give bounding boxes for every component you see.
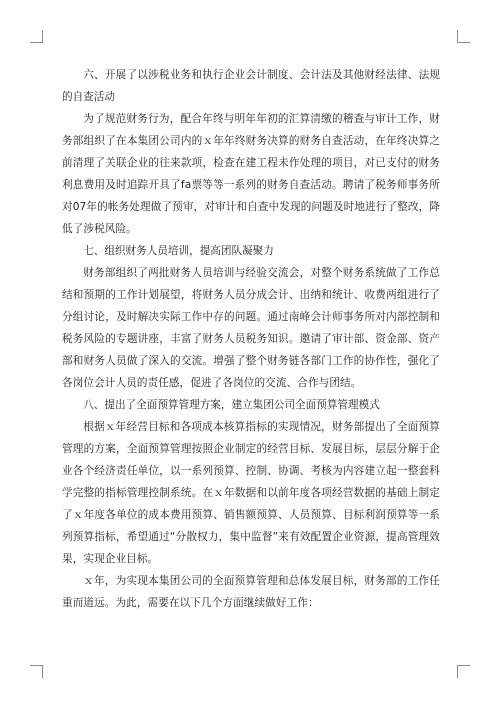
section-heading-seven: 七、组织财务人员培训，提高团队凝聚力: [83, 245, 274, 257]
crop-mark-bottom-right: [457, 665, 470, 678]
paragraph-training: 财务部组织了两批财务人员培训与经验交流会，对整个财务系统做了工作总结和预期的工作计划展望，将财务人员分成会计、出纳和统计、收费两组进行了分组讨论，及时解决实际工作中存的问题。通过南峰会计师事务所对内部控制和税务风险的专题讲座，丰富了财务人员税务知识。邀请了审计部、资金部、资产部和财务人员做了深入的交流。增强了整个财务链各部门工作的协作性，强化了各岗位会计人员的责任感，促进了各岗位的交流、合作与团结。: [62, 267, 440, 389]
section-heading-eight: 八、提出了全面预算管理方案，建立集团公司全面预算管理模式: [83, 399, 380, 411]
paragraph-budget-plan: 根据ｘ年经营目标和各项成本核算指标的实现情况，财务部提出了全面预算管理的方案，全面预算管理按照企业制定的经营目标、发展目标，层层分解于企业各个经济责任单位，以一系列预算、控制、协调、考核为内容建立起一整套科学完整的指标管理控制系统。在ｘ年数据和以前年度各项经营数据的基础上制定了ｘ年度各单位的成本费用预算、销售额预算、人员预算、目标利润预算等一系列预算指标，希望通过“分散权力，集中监督”来有效配置企业资源，提高管理效果，实现企业目标。: [62, 421, 440, 565]
document-body: [62, 64, 440, 614]
paragraph-future-work: ｘ年，为实现本集团公司的全面预算管理和总体发展目标，财务部的工作任重而道远。为此，需要在以下几个方面继续做好工作：: [62, 575, 440, 609]
crop-mark-top-right: [457, 30, 470, 43]
paragraph-self-inspection: 为了规范财务行为，配合年终与明年年初的汇算清缴的稽查与审计工作，财务部组织了在本集团公司内的ｘ年年终财务决算的财务自查活动，在年终决算之前清理了关联企业的往来款项，检查在建工程未作处理的项目，对已支付的财务利息费用及时追踪开具了fa票等等一系列的财务自查活动。聘请了税务师事务所对07年的帐务处理做了预审，对审计和自查中发现的问题及时地进行了整改，降低了涉税风险。: [62, 113, 440, 235]
crop-mark-top-left: [30, 30, 43, 43]
crop-mark-bottom-left: [30, 665, 43, 678]
section-heading-six: 六、开展了以涉税业务和执行企业会计制度、会计法及其他财经法律、法规的自查活动: [62, 69, 440, 103]
